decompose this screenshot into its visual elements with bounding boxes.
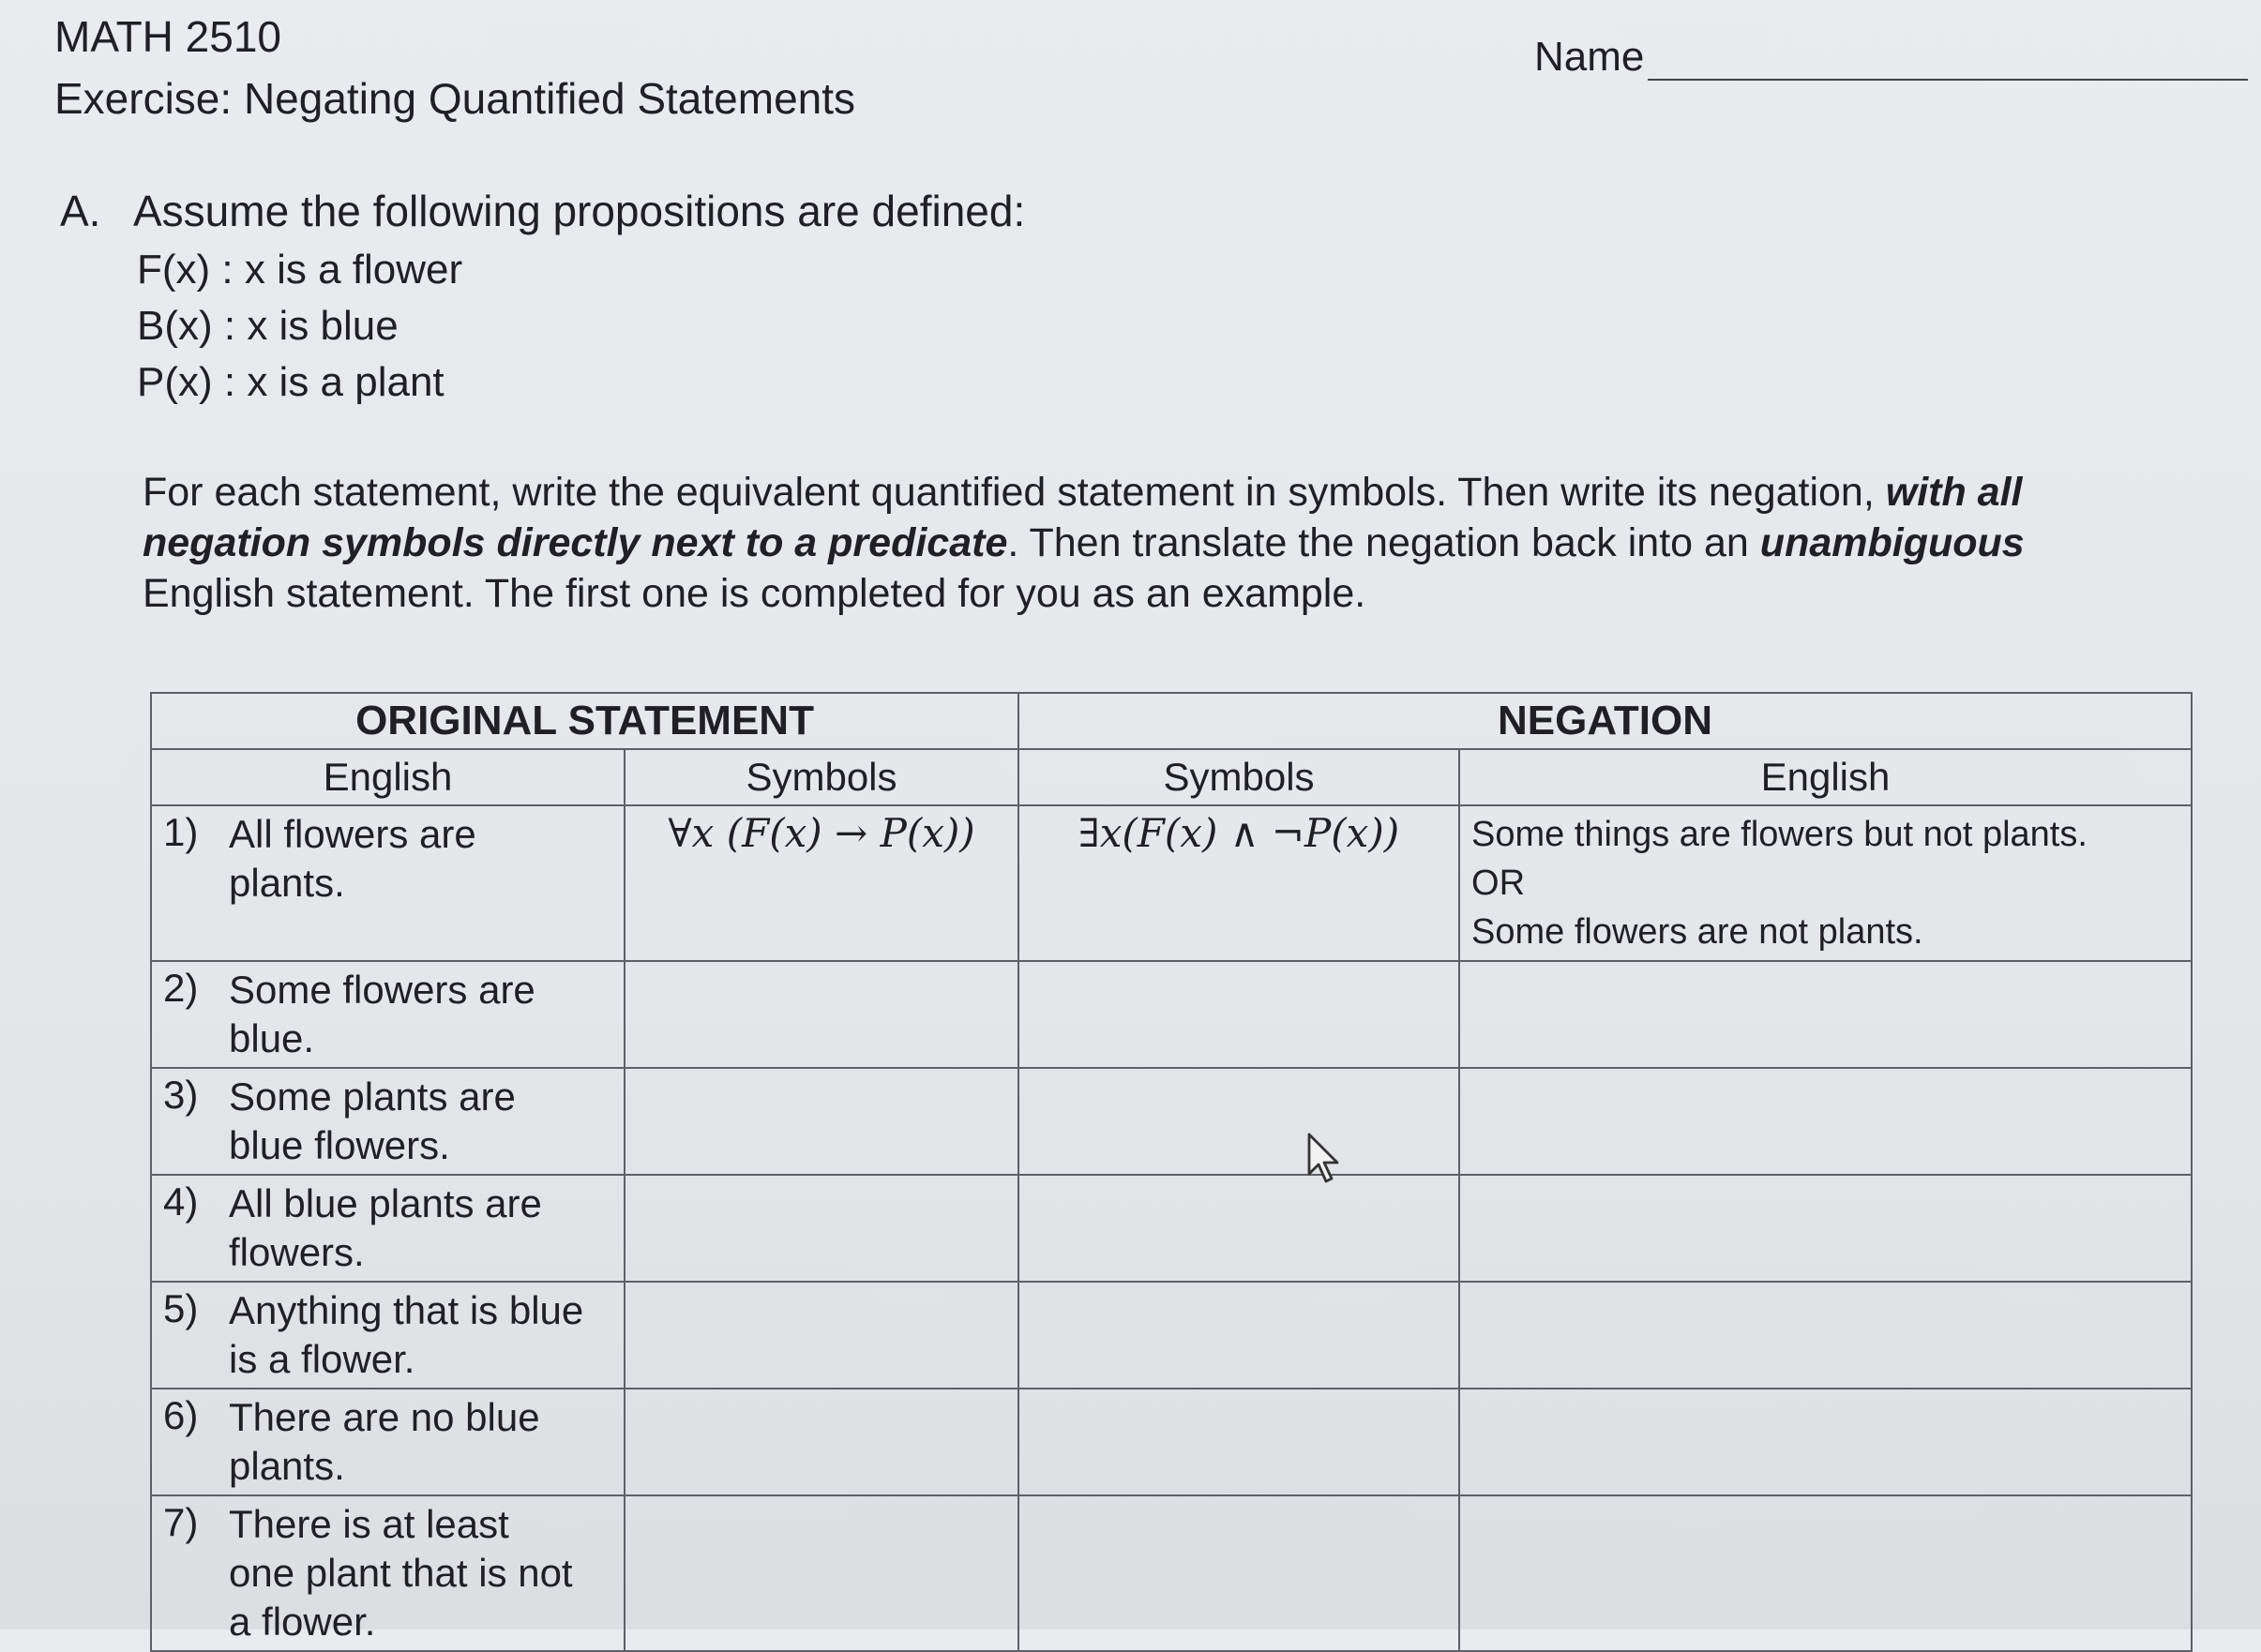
negation-english-answer-cell[interactable]	[1459, 961, 2192, 1068]
row-number: 2)	[163, 966, 199, 1010]
statement-text: Some plants are blue flowers.	[229, 1074, 516, 1167]
negation-english-answer-cell[interactable]	[1459, 1282, 2192, 1389]
negation-english-line: Some flowers are not plants.	[1471, 912, 1923, 952]
table-row	[151, 1175, 2192, 1282]
symbols-answer-cell[interactable]	[625, 1175, 1018, 1282]
row-number: 4)	[163, 1179, 199, 1224]
negation-symbols-answer-cell[interactable]	[1018, 1175, 1459, 1282]
statement-cell	[151, 805, 625, 961]
table-row	[151, 1495, 2192, 1651]
negation-english-answer-cell[interactable]	[1459, 1068, 2192, 1175]
negation-symbols-answer-cell[interactable]	[1018, 961, 1459, 1068]
symbols-answer-cell[interactable]	[625, 1495, 1018, 1651]
row-number: 7)	[163, 1500, 199, 1544]
name-line[interactable]	[1648, 28, 2248, 81]
statement-text: Some flowers are blue.	[229, 968, 535, 1060]
negation-symbols-answer-cell[interactable]	[1018, 1068, 1459, 1175]
proposition-item: P(x) : x is a plant	[137, 359, 445, 405]
negation-english-answer-cell[interactable]	[1459, 1495, 2192, 1651]
header-negation-symbols: Symbols	[1018, 749, 1459, 805]
negation-english-answer-cell[interactable]	[1459, 1389, 2192, 1495]
instructions	[143, 467, 2131, 619]
symbols-answer-cell[interactable]	[625, 1068, 1018, 1175]
negation-symbols-answer-cell[interactable]	[1018, 1282, 1459, 1389]
instructions-emphasis: unambiguous	[1759, 520, 2025, 565]
row-number: 5)	[163, 1286, 199, 1330]
negation-english-line: Some things are flowers but not plants.	[1471, 815, 2088, 854]
table-row	[151, 961, 2192, 1068]
mouse-pointer-icon	[1305, 1133, 1343, 1185]
negation-symbols-answer-cell[interactable]	[1018, 1389, 1459, 1495]
statement-text: Anything that is blue is a flower.	[229, 1288, 584, 1381]
table-row	[151, 1389, 2192, 1495]
statement-cell	[151, 1282, 625, 1389]
statement-text: All blue plants are flowers.	[229, 1181, 542, 1274]
negation-symbols-cell: ∃x(F(x) ∧ ¬P(x))	[1018, 805, 1459, 961]
negation-english-or: OR	[1471, 864, 1526, 903]
section-lead: Assume the following propositions are defined:	[133, 187, 1026, 235]
statement-text: There is at least one plant that is not a flower.	[229, 1502, 573, 1644]
statement-cell	[151, 1068, 625, 1175]
header-negation-english: English	[1459, 749, 2192, 805]
table-row	[151, 1068, 2192, 1175]
name-label: Name	[1534, 34, 1645, 80]
statement-text: There are no blue plants.	[229, 1395, 540, 1488]
symbols-answer-cell[interactable]	[625, 1389, 1018, 1495]
table-row	[151, 1282, 2192, 1389]
negation-english-answer-cell[interactable]	[1459, 1175, 2192, 1282]
instructions-emphasis: with all negation symbols directly next to a predicate	[143, 470, 2023, 565]
instructions-part: For each statement, write the equivalent quantified statement in symbols. Then write its negation,	[143, 470, 1886, 515]
statement-cell	[151, 1175, 625, 1282]
negation-symbols-answer-cell[interactable]	[1018, 1495, 1459, 1651]
header-symbols: Symbols	[625, 749, 1018, 805]
course-title: MATH 2510	[54, 12, 282, 61]
worksheet-table	[150, 692, 2193, 1652]
header-original-statement: ORIGINAL STATEMENT	[151, 693, 1018, 749]
proposition-item: F(x) : x is a flower	[137, 247, 463, 293]
proposition-list	[137, 242, 462, 411]
row-number: 6)	[163, 1393, 199, 1437]
header-negation: NEGATION	[1018, 693, 2192, 749]
statement-cell	[151, 1495, 625, 1651]
table-row	[151, 805, 2192, 961]
instructions-part: . Then translate the negation back into an	[1007, 520, 1760, 565]
row-number: 1)	[163, 810, 199, 854]
symbols-answer-cell[interactable]	[625, 961, 1018, 1068]
negation-english-cell	[1459, 805, 2192, 961]
statement-text: All flowers are plants.	[229, 812, 476, 905]
header-english: English	[151, 749, 625, 805]
instructions-part: English statement. The first one is completed for you as an example.	[143, 571, 1366, 616]
symbols-cell: ∀x (F(x) → P(x))	[625, 805, 1018, 961]
statement-cell	[151, 961, 625, 1068]
statement-cell	[151, 1389, 625, 1495]
section-letter: A.	[60, 187, 101, 235]
exercise-title: Exercise: Negating Quantified Statements	[54, 74, 856, 123]
symbols-answer-cell[interactable]	[625, 1282, 1018, 1389]
name-field[interactable]	[1534, 28, 2248, 81]
row-number: 3)	[163, 1073, 199, 1117]
proposition-item: B(x) : x is blue	[137, 303, 399, 349]
